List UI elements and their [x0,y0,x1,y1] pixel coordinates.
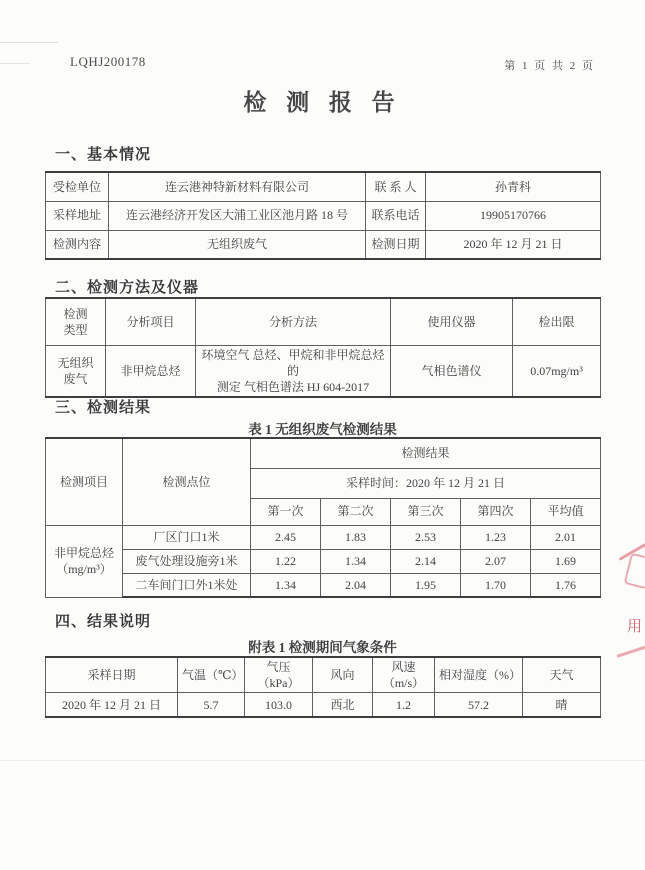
results-table [45,437,601,598]
scan-artifact [0,63,30,64]
scan-artifact [0,760,645,761]
weather-table-title: 附表 1 检测期间气象条件 [248,640,397,655]
value-cell: 1.76 [531,573,601,597]
label-cell: 联系电话 [366,201,426,230]
header-cell: 气温（℃） [178,657,245,693]
seal-character: 用 [626,619,642,635]
report-title: 检 测 报 告 [243,90,402,115]
header-text: 类型 [63,322,88,337]
table-row [46,172,601,201]
value-cell: 无组织废气 [109,230,366,259]
value-cell: 1.2 [373,693,435,717]
cell-text: 非甲烷总烃 [53,545,114,560]
value-cell: 1.23 [461,525,531,549]
header-cell: 风速（m/s） [373,657,435,693]
value-cell: 103.0 [245,693,313,717]
header-cell: 风向 [313,657,373,693]
header-cell: 气压（kPa） [245,657,313,693]
table-header-row [46,657,601,693]
section-heading-results: 三、检测结果 [55,400,152,416]
value-cell: 1.34 [251,573,321,597]
value-cell: 1.83 [321,525,391,549]
table-header-row [46,438,601,468]
header-cell: 第四次 [461,498,531,525]
value-cell: 西北 [313,693,373,717]
value-cell: 1.69 [531,549,601,573]
seal-stroke [616,643,645,658]
value-cell: 连云港神特新材料有限公司 [109,172,366,201]
weather-table [45,656,601,718]
value-cell: 5.7 [178,693,245,717]
value-cell: 1.70 [461,573,531,597]
header-cell: 第三次 [391,498,461,525]
cell-text: （mg/m³） [56,562,112,576]
item-cell [46,525,123,597]
value-cell: 1.95 [391,573,461,597]
header-cell: 第二次 [321,498,391,525]
header-cell: 分析项目 [106,298,196,345]
header-text: 检测 [63,306,88,321]
table-row [46,549,601,573]
value-cell: 2020 年 12 月 21 日 [46,693,178,717]
value-cell: 连云港经济开发区大浦工业区池月路 18 号 [109,201,366,230]
section-heading-methods: 二、检测方法及仪器 [55,280,200,296]
value-cell: 1.34 [321,549,391,573]
cell-text: 测定 气相色谱法 HJ 604-2017 [216,379,370,394]
label-cell: 采样地址 [46,201,109,230]
page-indicator: 第 1 页 共 2 页 [504,60,595,72]
point-cell: 二车间门口外1米处 [123,573,251,597]
red-seal-fragment [615,543,645,669]
seal-stroke [623,553,645,590]
value-cell: 2.45 [251,525,321,549]
header-cell: 检测项目 [46,438,123,525]
value-cell: 2.01 [531,525,601,549]
table-row [46,230,601,259]
label-cell: 联 系 人 [366,172,426,201]
header-cell: 第一次 [251,498,321,525]
table-row [46,201,601,230]
value-cell: 孙青科 [426,172,601,201]
header-cell [46,298,106,345]
value-cell: 2.04 [321,573,391,597]
scan-artifact [0,42,58,43]
value-cell: 气相色谱仪 [391,345,513,397]
header-cell: 检测结果 [251,438,601,468]
value-cell: 1.22 [251,549,321,573]
header-cell: 检出限 [513,298,601,345]
table-row [46,693,601,717]
value-cell [46,345,106,397]
point-cell: 厂区门口1米 [123,525,251,549]
sampling-time-cell: 采样时间：2020 年 12 月 21 日 [251,468,601,498]
value-cell: 19905170766 [426,201,601,230]
value-cell: 2.07 [461,549,531,573]
table-row [46,345,601,397]
document-code: LQHJ200178 [70,54,146,69]
section-heading-remarks: 四、结果说明 [55,614,152,630]
value-cell [196,345,391,397]
header-cell: 使用仪器 [391,298,513,345]
point-cell: 废气处理设施旁1米 [123,549,251,573]
cell-text: 无组织 [57,355,94,370]
table-row [46,573,601,597]
table-row [46,525,601,549]
label-cell: 受检单位 [46,172,109,201]
value-cell: 57.2 [435,693,523,717]
results-table-title: 表 1 无组织废气检测结果 [248,422,397,437]
basic-info-table [45,171,601,260]
section-heading-basic-info: 一、基本情况 [55,147,152,163]
value-cell: 2020 年 12 月 21 日 [426,230,601,259]
value-cell: 晴 [523,693,601,717]
value-cell: 0.07mg/m³ [513,345,601,397]
label-cell: 检测日期 [366,230,426,259]
header-cell: 分析方法 [196,298,391,345]
value-cell: 非甲烷总烃 [106,345,196,397]
label-cell: 检测内容 [46,230,109,259]
header-cell: 采样日期 [46,657,178,693]
header-cell: 平均值 [531,498,601,525]
header-cell: 天气 [523,657,601,693]
header-cell: 检测点位 [123,438,251,525]
value-cell: 2.53 [391,525,461,549]
cell-text: 环境空气 总烃、甲烷和非甲烷总烃的 [201,347,385,378]
cell-text: 废气 [63,371,88,386]
header-cell: 相对湿度（%） [435,657,523,693]
table-header-row [46,298,601,345]
value-cell: 2.14 [391,549,461,573]
method-table [45,297,601,398]
